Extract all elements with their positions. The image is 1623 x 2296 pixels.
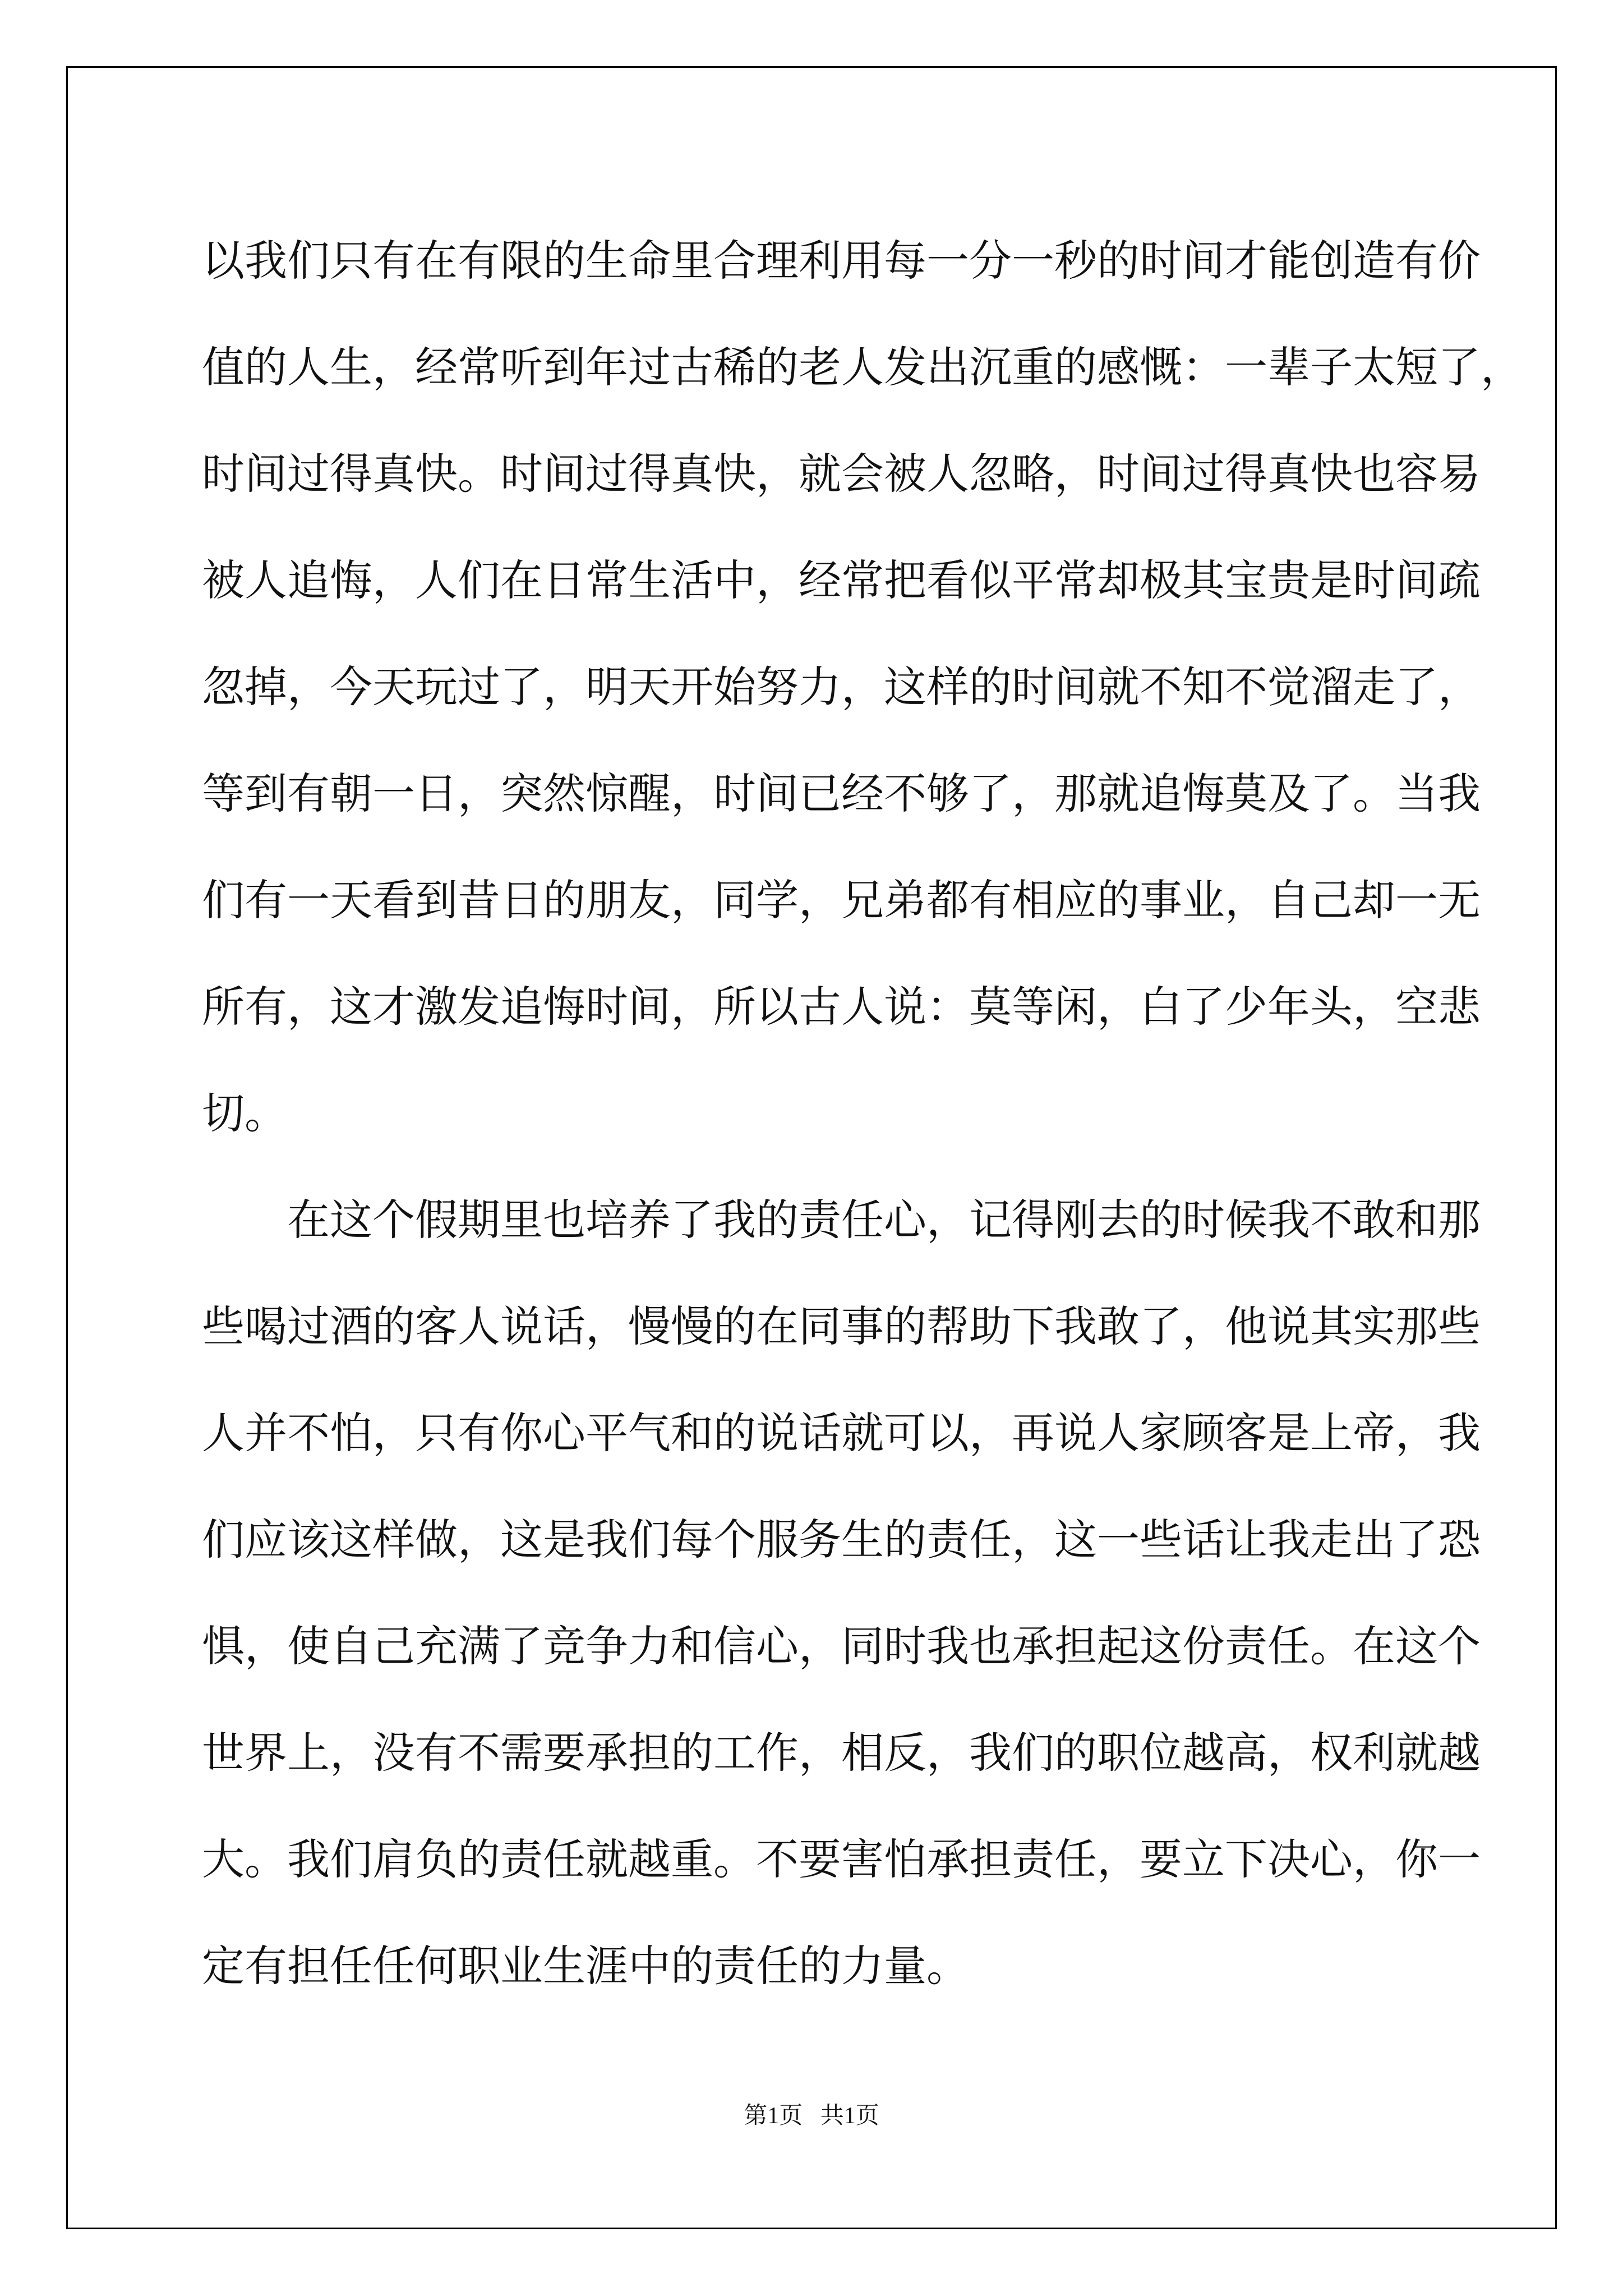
text-line: 值的人生，经常听到年过古稀的老人发出沉重的感慨：一辈子太短了， [202,342,1523,392]
text-line: 以我们只有在有限的生命里合理利用每一分一秒的时间才能创造有价 [202,236,1481,286]
text-line: 等到有朝一日，突然惊醒，时间已经不够了，那就追悔莫及了。当我 [202,769,1481,818]
paragraph-start-line: 在这个假期里也培养了我的责任心，记得刚去的时候我不敢和那 [287,1195,1481,1245]
text-line: 世界上，没有不需要承担的工作，相反，我们的职位越高，权利就越 [202,1728,1481,1778]
document-body [202,208,1523,2019]
text-line: 惧，使自己充满了竞争力和信心，同时我也承担起这份责任。在这个 [202,1621,1481,1671]
text-line: 时间过得真快。时间过得真快，就会被人忽略，时间过得真快也容易 [202,449,1481,499]
text-line: 大。我们肩负的责任就越重。不要害怕承担责任，要立下决心，你一 [202,1834,1481,1884]
page-number-footer: 第1页 共1页 [744,2103,879,2129]
text-line: 被人追悔，人们在日常生活中，经常把看似平常却极其宝贵是时间疏 [202,555,1481,605]
text-line: 们有一天看到昔日的朋友，同学，兄弟都有相应的事业，自己却一无 [202,875,1481,925]
text-line: 人并不怕，只有你心平气和的说话就可以，再说人家顾客是上帝，我 [202,1408,1481,1458]
text-line: 切。 [202,1088,287,1138]
text-line: 定有担任任何职业生涯中的责任的力量。 [202,1941,969,1991]
text-line: 们应该这样做，这是我们每个服务生的责任，这一些话让我走出了恐 [202,1515,1481,1565]
text-line: 所有，这才激发追悔时间，所以古人说：莫等闲，白了少年头，空悲 [202,982,1481,1032]
text-line: 些喝过酒的客人说话，慢慢的在同事的帮助下我敢了，他说其实那些 [202,1301,1481,1351]
text-line: 忽掉，今天玩过了，明天开始努力，这样的时间就不知不觉溜走了， [202,662,1481,712]
